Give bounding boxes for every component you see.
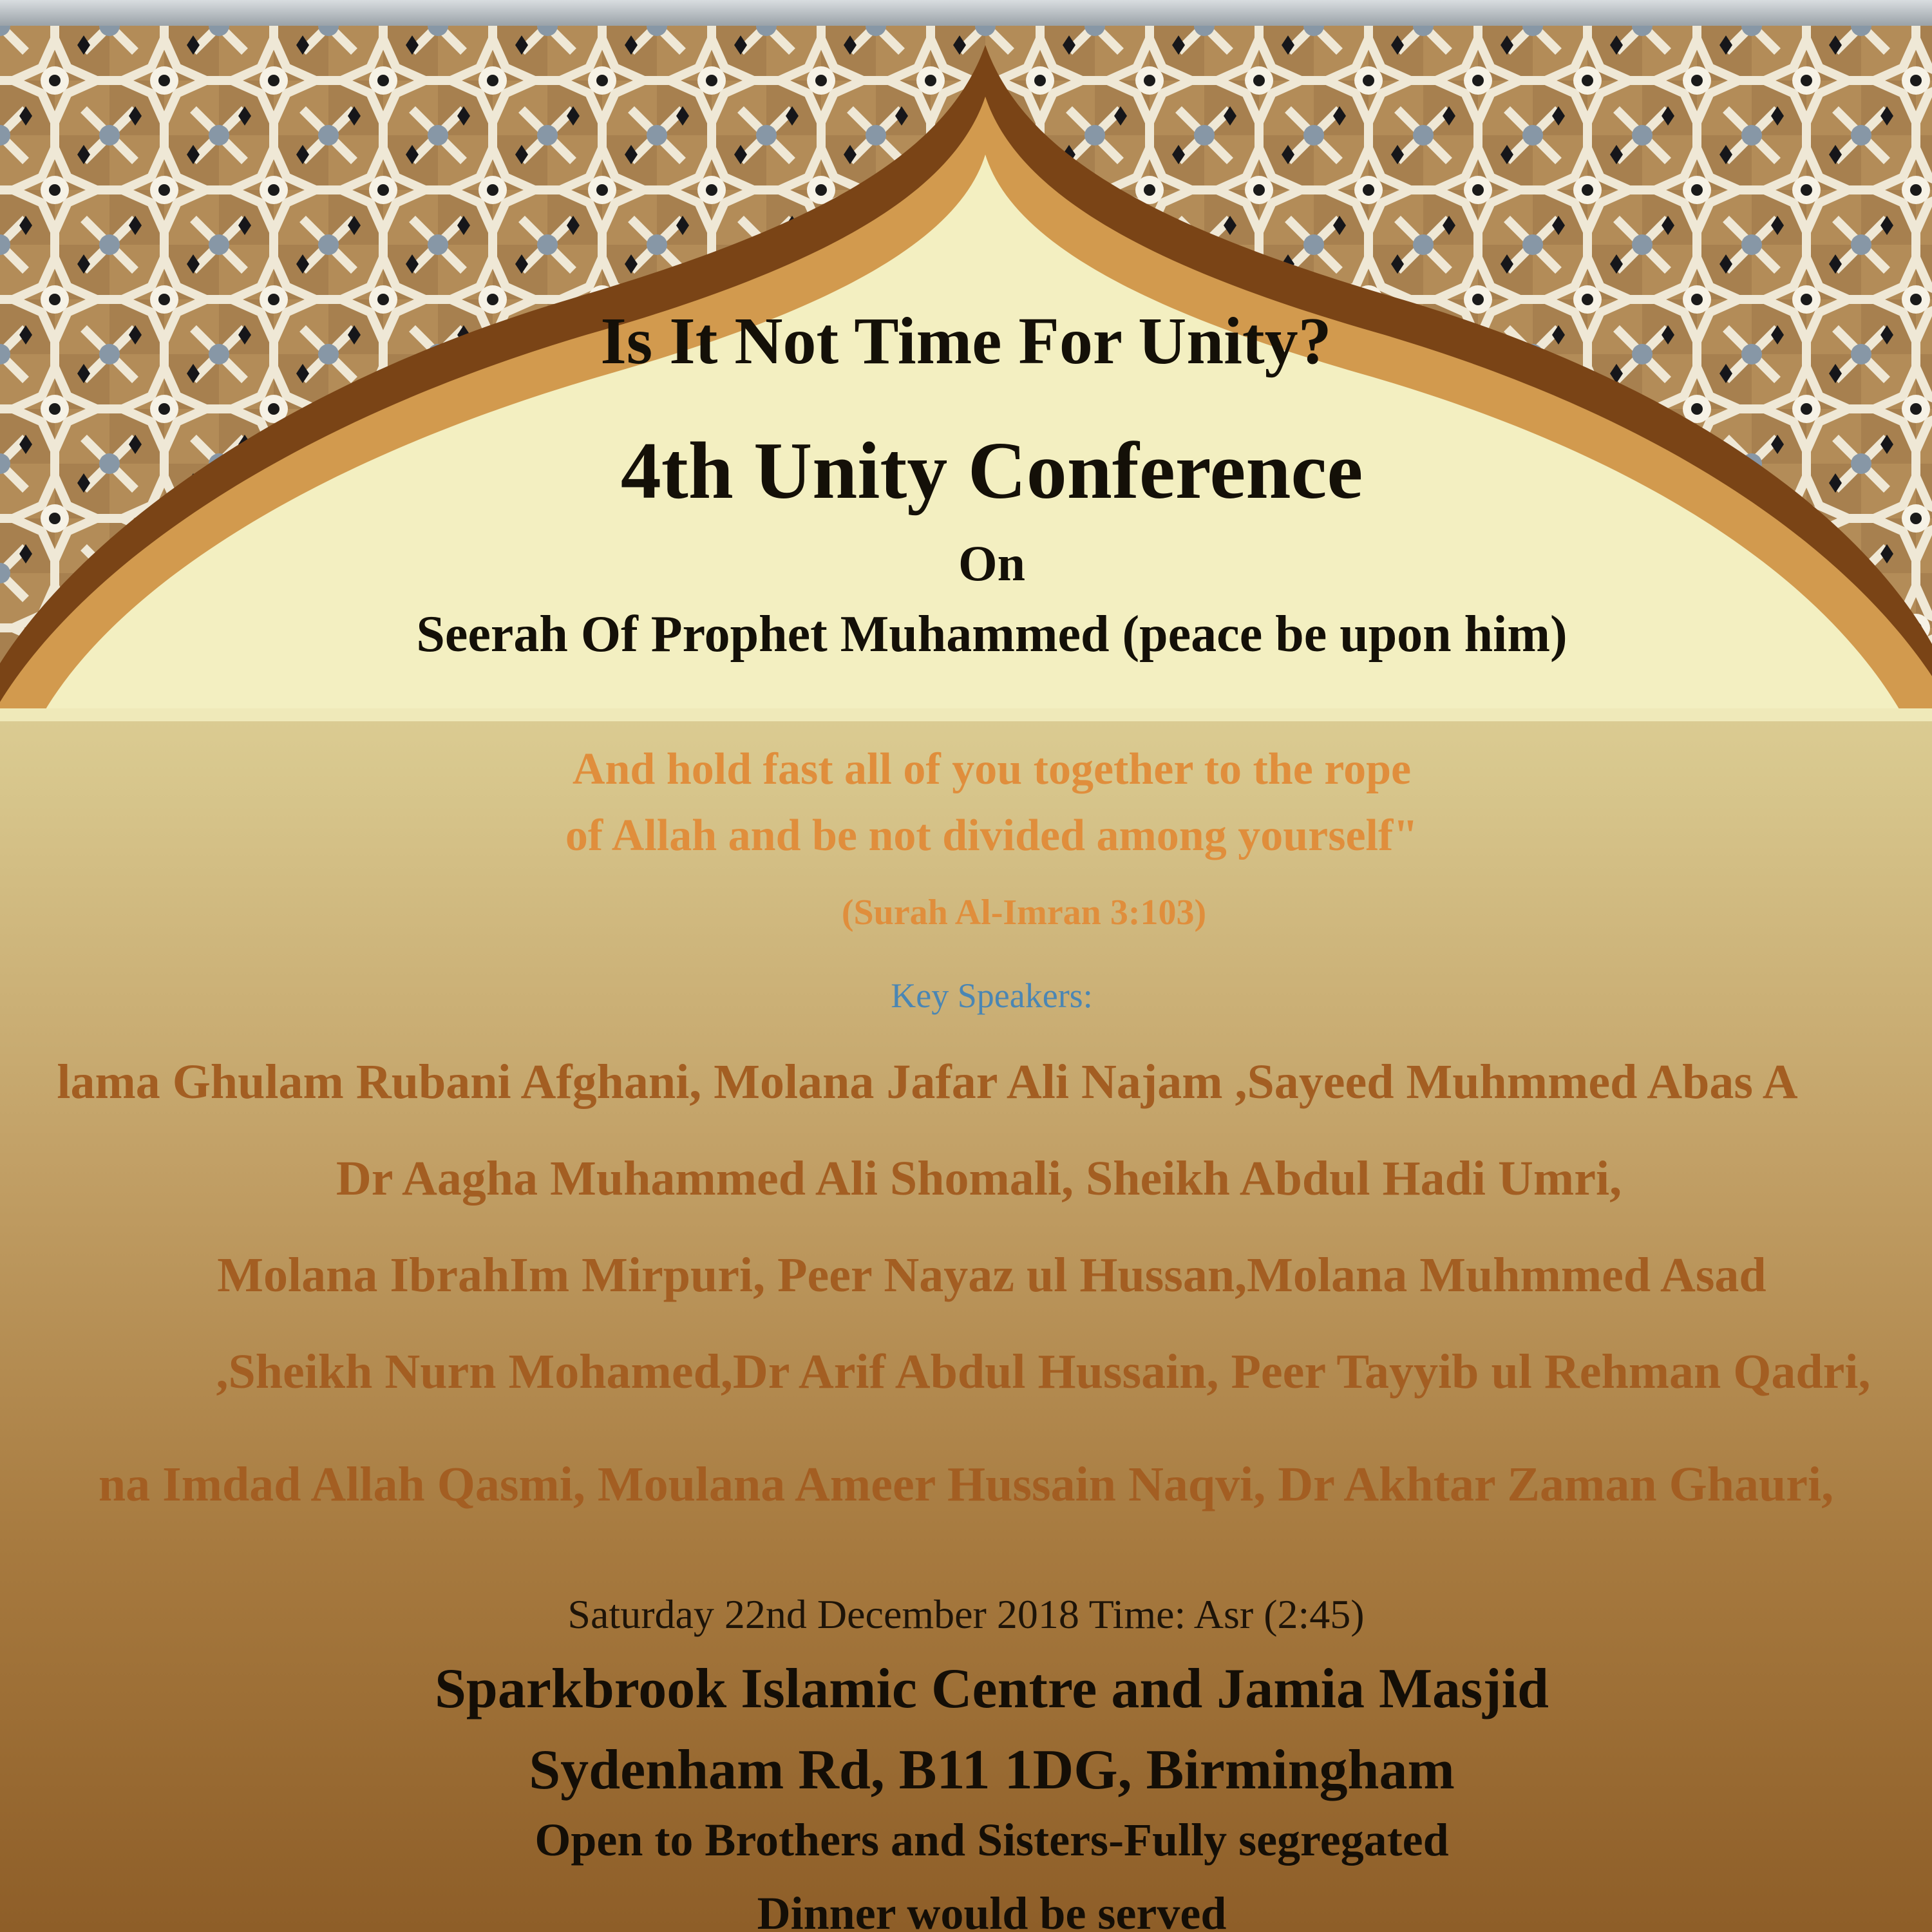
speakers-line-1: lama Ghulam Rubani Afghani, Molana Jafar Ali Najam ,Sayeed Muhmmed Abas A (57, 1055, 1798, 1109)
conference-title: 4th Unity Conference (620, 426, 1363, 516)
conference-topic: Seerah Of Prophet Muhammed (peace be upon him) (416, 606, 1567, 663)
window-top-strip (0, 0, 1932, 26)
venue-name: Sparkbrook Islamic Centre and Jamia Masjid (434, 1658, 1549, 1720)
quote-line-2: of Allah and be not divided among yourself" (565, 811, 1419, 860)
attendance-note: Open to Brothers and Sisters-Fully segregated (535, 1814, 1449, 1866)
speakers-line-3: Molana IbrahIm Mirpuri, Peer Nayaz ul Hussan,Molana Muhmmed Asad (217, 1248, 1766, 1302)
key-speakers-label: Key Speakers: (891, 976, 1093, 1015)
speakers-line-2: Dr Aagha Muhammed Ali Shomali, Sheikh Abdul Hadi Umri, (336, 1151, 1622, 1206)
dinner-note: Dinner would be served (757, 1888, 1227, 1932)
quote-line-1: And hold fast all of you together to the rope (572, 744, 1412, 794)
quote-reference: (Surah Al-Imran 3:103) (841, 893, 1207, 933)
speakers-line-5: na Imdad Allah Qasmi, Moulana Ameer Hussain Naqvi, Dr Akhtar Zaman Ghauri, (98, 1457, 1834, 1511)
event-date-time: Saturday 22nd December 2018 Time: Asr (2:45) (567, 1591, 1365, 1637)
conference-on: On (958, 535, 1026, 591)
venue-address: Sydenham Rd, B11 1DG, Birmingham (529, 1739, 1455, 1801)
event-heading: Is It Not Time For Unity? (600, 304, 1332, 378)
speakers-line-4: ,Sheikh Nurn Mohamed,Dr Arif Abdul Hussain, Peer Tayyib ul Rehman Qadri, (216, 1345, 1871, 1399)
